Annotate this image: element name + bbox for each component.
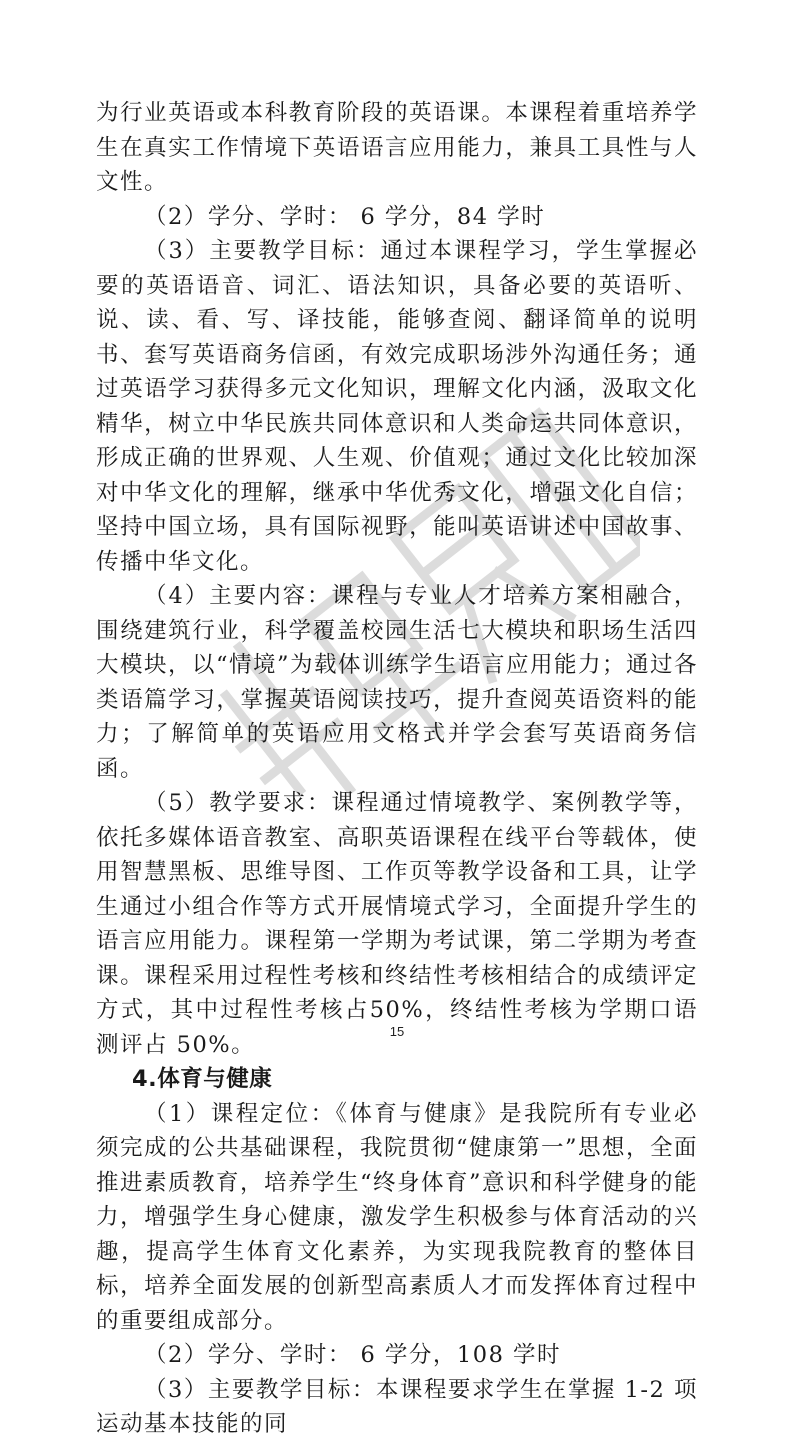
paragraph-english-intro-end: 为行业英语或本科教育阶段的英语课。本课程着重培养学生在真实工作情境下英语语言应用能力，兼具工具性与人文性。 (96, 100, 698, 195)
paragraph-pe-credits: （2）学分、学时： 6 学分，108 学时 (144, 1342, 562, 1368)
paragraph-english-requirements: （5）教学要求：课程通过情境教学、案例教学等，依托多媒体语音教室、高职英语课程在线平台等载体，使用智慧黑板、思维导图、工作页等教学设备和工具，让学生通过小组合作等方式开展情境式学习，全面提升学生的语言应用能力。课程第一学期为考试课，第二学期为考查课。课程采用过程性考核和终结性考核相结合的成绩评定方式，其中过程性考核占50%，终结性考核为学期口语测评占 50%。 (96, 790, 698, 1058)
paragraph-pe-positioning: （1）课程定位：《体育与健康》是我院所有专业必须完成的公共基础课程，我院贯彻“健康第一”思想，全面推进素质教育，培养学生“终身体育”意识和科学健身的能力，增强学生身心健康，激发学生积极参与体育活动的兴趣，提高学生体育文化素养，为实现我院教育的整体目标，培养全面发展的创新型高素质人才而发挥体育过程中的重要组成部分。 (96, 1100, 699, 1334)
paragraph-english-objectives: （3）主要教学目标：通过本课程学习，学生掌握必要的英语语音、词汇、语法知识，具备必要的英语听、说、读、看、写、译技能，能够查阅、翻译简单的说明书、套写英语商务信函，有效完成职场涉外沟通任务；通过英语学习获得多元文化知识，理解文化内涵，汲取文化精华，树立中华民族共同体意识和人类命运共同体意识，形成正确的世界观、人生观、价值观；通过文化比较加深对中华文化的理解，继承中华优秀文化，增强文化自信；坚持中国立场，具有国际视野，能叫英语讲述中国故事、传播中华文化。 (96, 238, 698, 575)
paragraph-english-content: （4）主要内容：课程与专业人才培养方案相融合，围绕建筑行业，科学覆盖校园生活七大模块和职场生活四大模块，以“情境”为载体训练学生语言应用能力；通过各类语篇学习，掌握英语阅读技巧，提升查阅英语资料的能力；了解简单的英语应用文格式并学会套写英语商务信函。 (96, 583, 699, 782)
section-heading-pe-health: 4.体育与健康 (132, 1066, 273, 1092)
document-body (96, 96, 698, 1442)
paragraph-english-credits: （2）学分、学时： 6 学分，84 学时 (144, 203, 546, 230)
page-number: 15 (389, 1024, 405, 1039)
paragraph-pe-objectives: （3）主要教学目标：本课程要求学生在掌握 1-2 项运动基本技能的同 (96, 1376, 698, 1437)
